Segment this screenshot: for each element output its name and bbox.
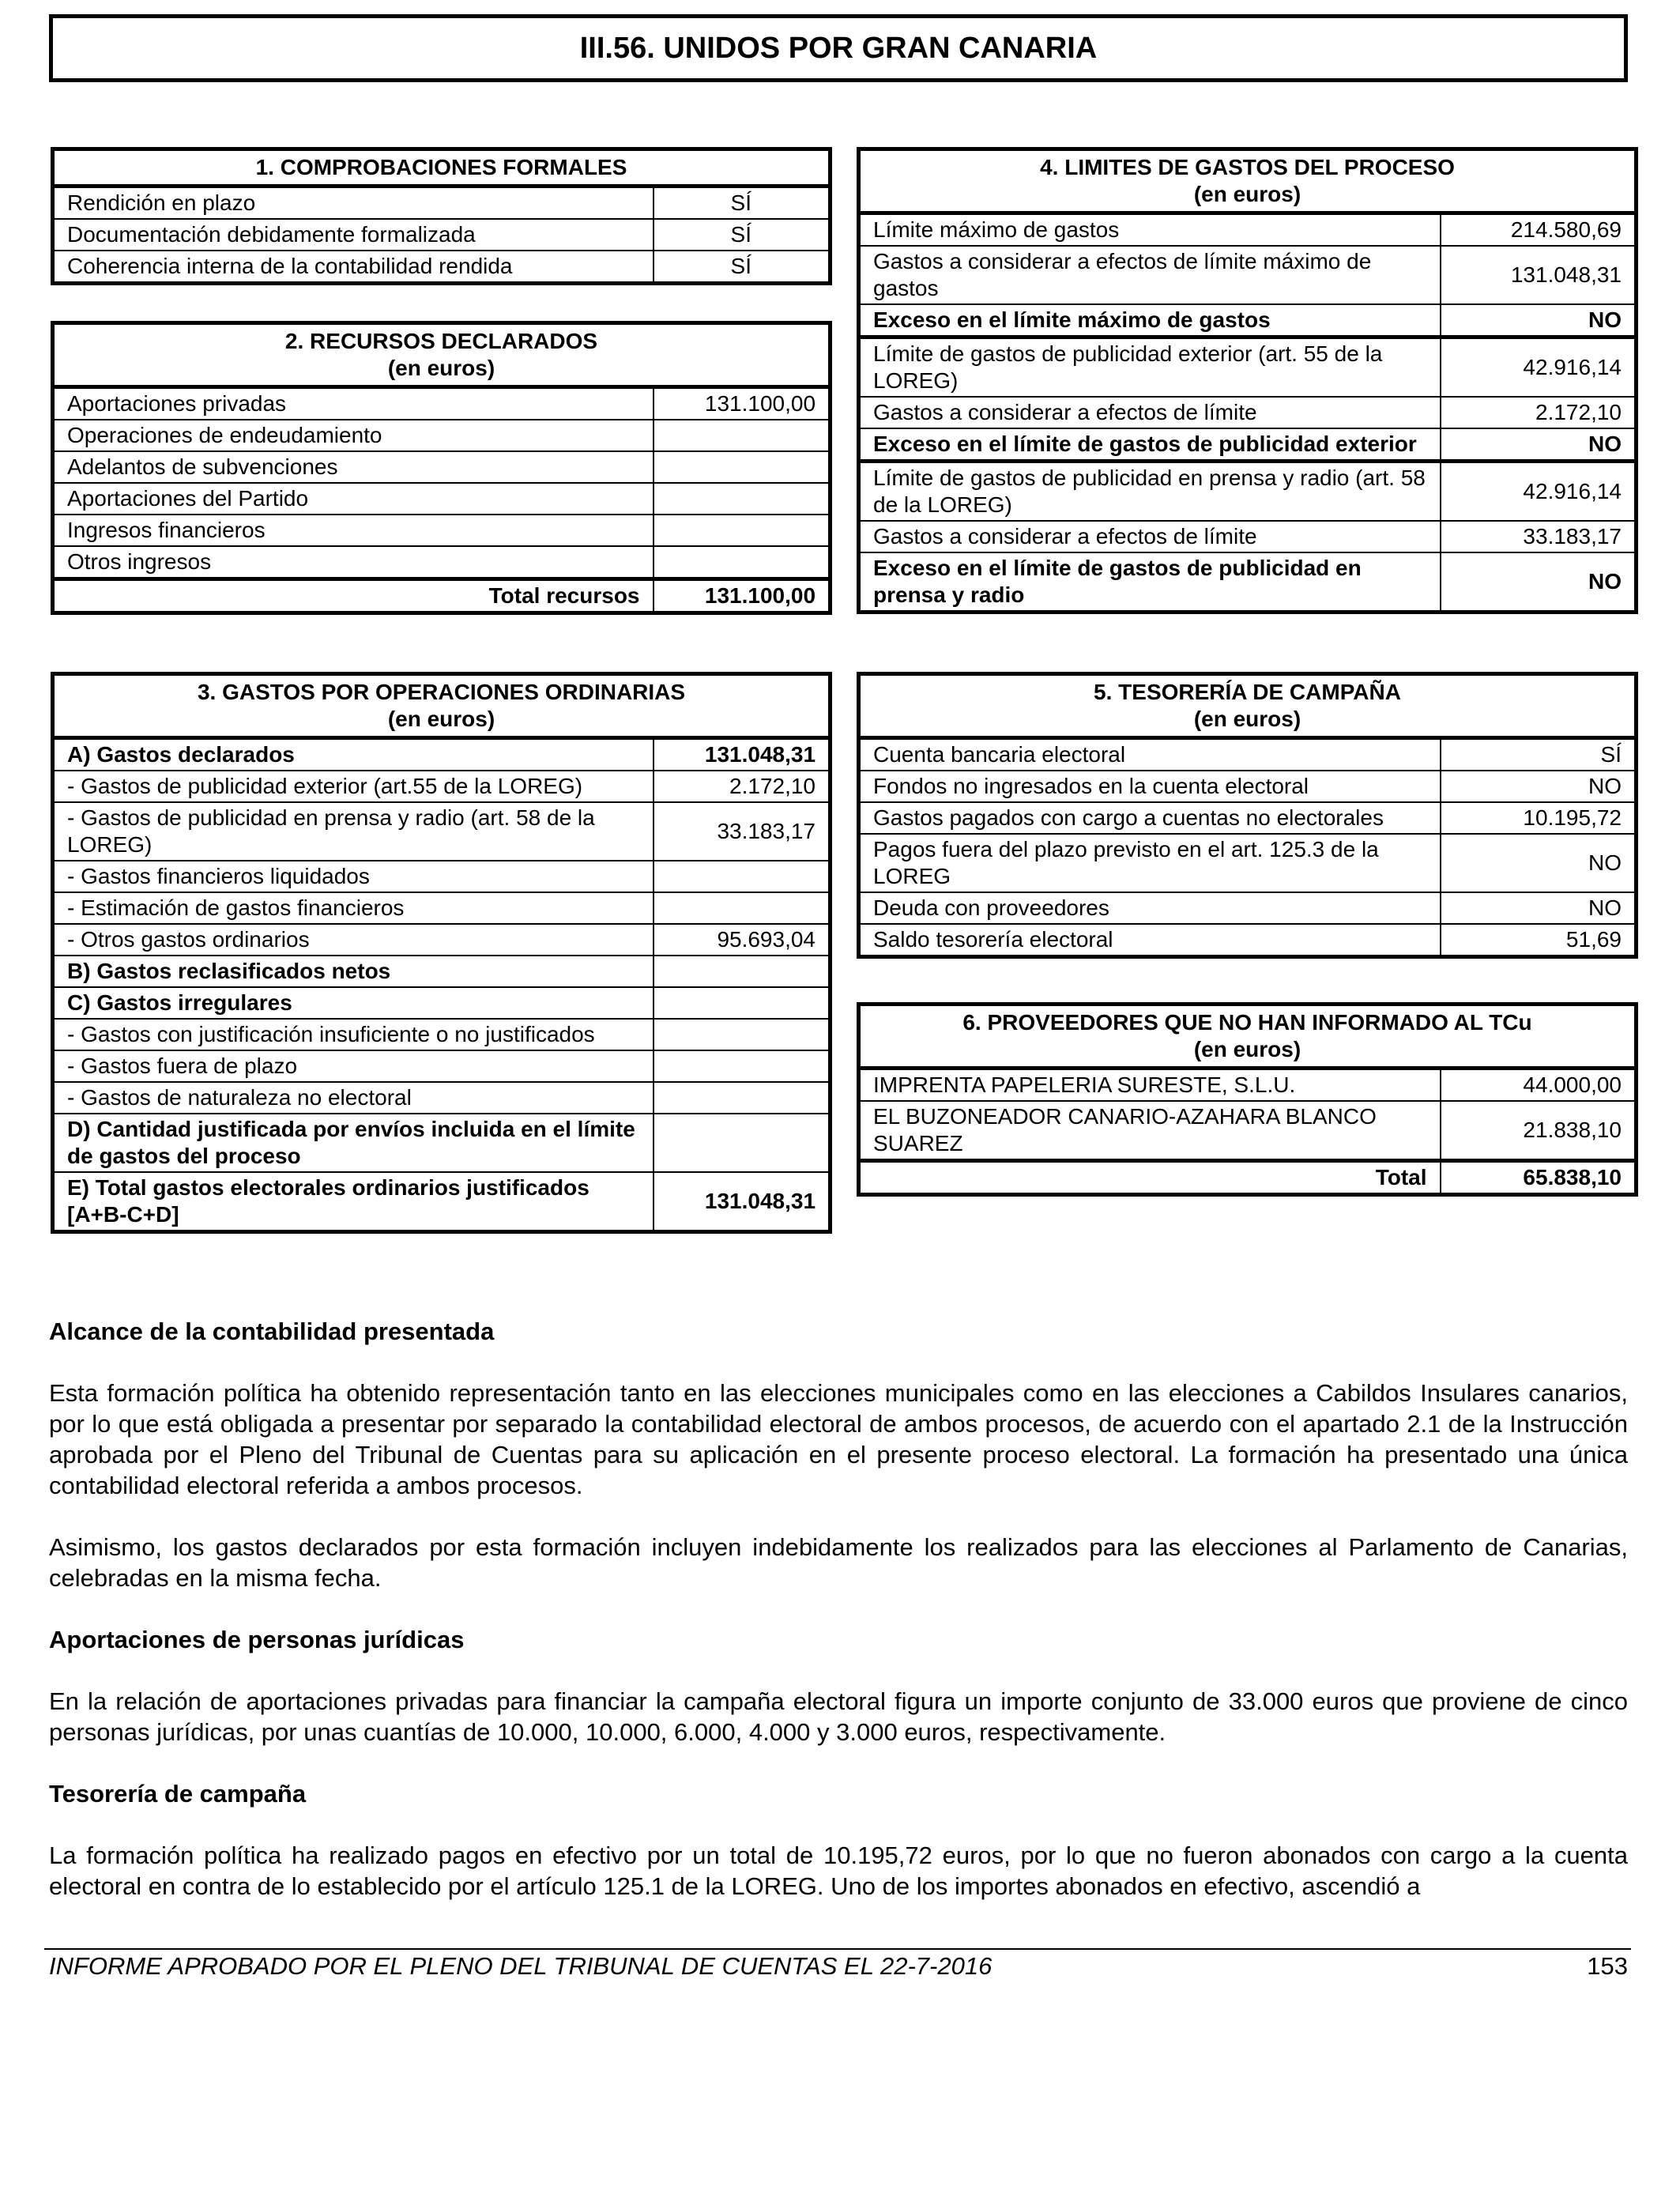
table-row: A) Gastos declarados 131.048,31	[53, 738, 831, 771]
table-row: Ingresos financieros	[53, 515, 831, 546]
table-row: EL BUZONEADOR CANARIO-AZAHARA BLANCO SUAREZ 21.838,10	[859, 1101, 1637, 1161]
table-header: 4. LIMITES DE GASTOS DEL PROCESO (en euros)	[859, 149, 1637, 213]
table-row: Adelantos de subvenciones	[53, 451, 831, 483]
table-header: 5. TESORERÍA DE CAMPAÑA (en euros)	[859, 674, 1637, 738]
total-row: Total recursos 131.100,00	[53, 579, 831, 613]
table-row: - Gastos de naturaleza no electoral	[53, 1082, 831, 1114]
report-body	[49, 1316, 1628, 1902]
table-row: Deuda con proveedores NO	[859, 892, 1637, 924]
table-row: Exceso en el límite máximo de gastos NO	[859, 304, 1637, 337]
table-row: Límite máximo de gastos 214.580,69	[859, 213, 1637, 247]
page-number: 153	[1587, 1952, 1628, 1980]
section-heading: Tesorería de campaña	[49, 1780, 307, 1808]
table-row: Rendición en plazo SÍ	[53, 187, 831, 220]
table-header: 2. RECURSOS DECLARADOS (en euros)	[53, 323, 831, 387]
table-row: - Gastos de publicidad en prensa y radio (art. 58 de la LOREG) 33.183,17	[53, 802, 831, 861]
table-row: Operaciones de endeudamiento	[53, 420, 831, 451]
table-comprobaciones-formales	[51, 147, 832, 285]
total-row: Total 65.838,10	[859, 1161, 1637, 1195]
table-row: IMPRENTA PAPELERIA SURESTE, S.L.U. 44.000,00	[859, 1069, 1637, 1102]
footer-title: INFORME APROBADO POR EL PLENO DEL TRIBUNAL DE CUENTAS EL 22-7-2016	[49, 1952, 993, 1980]
footer-divider	[44, 1948, 1631, 1950]
paragraph: Esta formación política ha obtenido representación tanto en las elecciones municipales como en las elecciones a Cabildos Insulares canarios, por lo que está obligada a presentar por separado la contabilidad electoral de ambos procesos, de acuerdo con el apartado 2.1 de la Instrucción aprobada por el Pleno del Tribunal de Cuentas para su aplicación en el presente proceso electoral. La formación ha presentado una única contabilidad electoral referida a ambos procesos.	[49, 1379, 1628, 1499]
table-row: Documentación debidamente formalizada SÍ	[53, 219, 831, 251]
table-row: - Gastos de publicidad exterior (art.55 de la LOREG) 2.172,10	[53, 771, 831, 802]
section-heading: Alcance de la contabilidad presentada	[49, 1318, 495, 1345]
table-row: Gastos pagados con cargo a cuentas no electorales 10.195,72	[859, 802, 1637, 834]
table-row: E) Total gastos electorales ordinarios justificados [A+B-C+D] 131.048,31	[53, 1172, 831, 1232]
section-heading: Aportaciones de personas jurídicas	[49, 1626, 465, 1653]
table-row: Aportaciones privadas 131.100,00	[53, 387, 831, 420]
table-row: - Gastos financieros liquidados	[53, 861, 831, 892]
table-row: Aportaciones del Partido	[53, 483, 831, 515]
table-row: Pagos fuera del plazo previsto en el art. 125.3 de la LOREG NO	[859, 834, 1637, 892]
table-row: - Otros gastos ordinarios 95.693,04	[53, 924, 831, 956]
paragraph: La formación política ha realizado pagos en efectivo por un total de 10.195,72 euros, por lo que no fueron abonados con cargo a la cuenta electoral en contra de lo establecido por el artículo 125.1 de la LOREG. Uno de los importes abonados en efectivo, ascendió a	[49, 1842, 1628, 1900]
page-footer	[49, 1952, 1628, 1981]
table-row: D) Cantidad justificada por envíos incluida en el límite de gastos del proceso	[53, 1114, 831, 1172]
table-row: Gastos a considerar a efectos de límite 33.183,17	[859, 521, 1637, 552]
table-row: Saldo tesorería electoral 51,69	[859, 924, 1637, 957]
table-header: 3. GASTOS POR OPERACIONES ORDINARIAS (en euros)	[53, 674, 831, 738]
table-row: Límite de gastos de publicidad en prensa y radio (art. 58 de la LOREG) 42.916,14	[859, 462, 1637, 522]
table-header: 1. COMPROBACIONES FORMALES	[53, 149, 831, 187]
table-row: Gastos a considerar a efectos de límite máximo de gastos 131.048,31	[859, 246, 1637, 304]
table-limites-gastos	[857, 147, 1638, 614]
table-recursos-declarados	[51, 321, 832, 615]
table-row: C) Gastos irregulares	[53, 987, 831, 1019]
table-row: Otros ingresos	[53, 546, 831, 579]
table-row: - Estimación de gastos financieros	[53, 892, 831, 924]
table-row: Fondos no ingresados en la cuenta electoral NO	[859, 771, 1637, 802]
table-row: Exceso en el límite de gastos de publicidad en prensa y radio NO	[859, 552, 1637, 613]
table-row: - Gastos fuera de plazo	[53, 1050, 831, 1082]
table-row: Exceso en el límite de gastos de publicidad exterior NO	[859, 428, 1637, 462]
table-row: - Gastos con justificación insuficiente o no justificados	[53, 1019, 831, 1050]
paragraph: En la relación de aportaciones privadas para financiar la campaña electoral figura un importe conjunto de 33.000 euros que proviene de cinco personas jurídicas, por unas cuantías de 10.000, 10.000, 6.000, 4.000 y 3.000 euros, respectivamente.	[49, 1687, 1628, 1746]
table-tesoreria-campana	[857, 672, 1638, 959]
table-header: 6. PROVEEDORES QUE NO HAN INFORMADO AL TCu (en euros)	[859, 1005, 1637, 1069]
page-title: III.56. UNIDOS POR GRAN CANARIA	[49, 14, 1628, 82]
table-row: B) Gastos reclasificados netos	[53, 956, 831, 987]
table-row: Cuenta bancaria electoral SÍ	[859, 738, 1637, 771]
table-proveedores	[857, 1002, 1638, 1197]
paragraph: Asimismo, los gastos declarados por esta formación incluyen indebidamente los realizados para las elecciones al Parlamento de Canarias, celebradas en la misma fecha.	[49, 1533, 1628, 1592]
table-row: Límite de gastos de publicidad exterior (art. 55 de la LOREG) 42.916,14	[859, 337, 1637, 398]
table-gastos-ordinarios	[51, 672, 832, 1234]
table-row: Coherencia interna de la contabilidad rendida SÍ	[53, 251, 831, 284]
table-row: Gastos a considerar a efectos de límite 2.172,10	[859, 397, 1637, 428]
